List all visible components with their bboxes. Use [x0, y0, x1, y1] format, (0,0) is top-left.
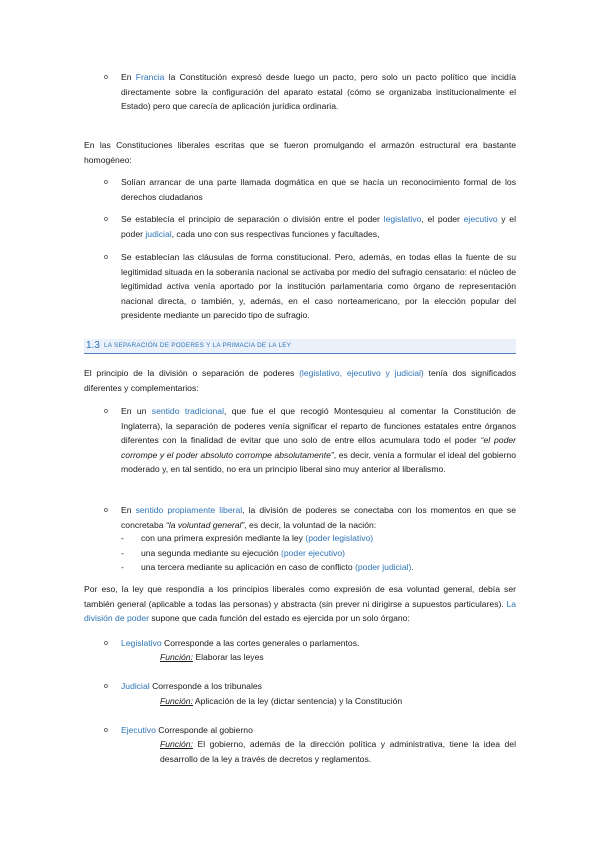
bullet-legislativo: Legislativo Corresponde a las cortes generales o parlamentos.: [121, 638, 360, 648]
funcion-legislativo: Función: Elaborar las leyes: [160, 652, 264, 662]
bullet-marker: o: [104, 74, 108, 81]
bullet-marker: o: [104, 216, 108, 223]
funcion-judicial: Función: Aplicación de la ley (dictar sentencia) y la Constitución: [160, 696, 403, 706]
dash-item-legislativo: con una primera expresión mediante la ley (poder legislativo): [141, 533, 374, 543]
bullet-marker: o: [104, 640, 108, 647]
dash-marker: -: [121, 533, 124, 543]
bullet-marker: o: [104, 727, 108, 734]
paragraph-constituciones: En las Constituciones liberales escritas que se fueron promulgando el armazón estructural era bastante homogéneo:: [84, 140, 516, 165]
bullet-marker: o: [104, 254, 108, 261]
bullet-sentido-liberal: En sentido propiamente liberal, la división de poderes se conectaba con los momentos en que se concretaba “la voluntad general”, es decir, la voluntad de la nación:: [121, 505, 517, 530]
bullet-judicial: Judicial Corresponde a los tribunales: [121, 681, 262, 691]
dash-item-judicial: una tercera mediante su aplicación en caso de conflicto (poder judicial).: [141, 562, 414, 572]
bullet-ejecutivo: Ejecutivo Corresponde al gobierno: [121, 725, 253, 735]
funcion-ejecutivo: Función: El gobierno, además de la dirección política y administrativa, tiene la idea del desarrollo de la ley a través de decretos y reglamentos.: [160, 739, 516, 764]
bullet-marker: o: [104, 179, 108, 186]
paragraph-principio: El principio de la división o separación de poderes (legislativo, ejecutivo y judicial) tenía dos significados diferentes y complementarios:: [84, 368, 516, 393]
bullet-marker: o: [104, 683, 108, 690]
section-heading: [84, 339, 516, 354]
bullet-marker: o: [104, 507, 108, 514]
dash-marker: -: [121, 562, 124, 572]
section-number: 1.3: [86, 340, 100, 351]
bullet-sentido-tradicional: En un sentido tradicional, que fue el que recogió Montesquieu al comentar la Constitución de Inglaterra), la separación de poderes venía significar el reparto de funciones estatales entre órganos diferentes con la finalidad de evitar que uno solo de entre ellos acumulara todo el poder “el poder corrompe y el poder absoluto corrompe absolutamente”, es decir, venía a formular el ideal del gobierno moderado y, en tal sentido, no era un principio liberal sino muy anterior al liberalismo.: [121, 406, 516, 475]
bullet-dogmatica: Solían arrancar de una parte llamada dogmática en que se hacía un reconocimiento formal de los derechos ciudadanos: [121, 177, 516, 202]
bullet-marker: o: [104, 408, 108, 415]
bullet-francia: En Francia la Constitución expresó desde luego un pacto, pero solo un pacto político que incidía directamente sobre la configuración del aparato estatal (cómo se organizaba institucionalmente el Estado) pero que carecía de aplicación jurídica ordinaria.: [121, 72, 516, 112]
bullet-separacion: Se establecía el principio de separación o división entre el poder legislativo, el poder ejecutivo y el poder judicial, cada uno con sus respectivas funciones y facultades,: [121, 214, 516, 239]
bullet-clausulas: Se establecían las cláusulas de forma constitucional. Pero, además, en todas ellas la fuente de su legitimidad situada en la soberanía nacional se activaba por medio del sufragio censatario: el núcleo de legitimidad activa venía aportado por la institución parlamentaria como órgano de representación nacional directa, o también, y, además, en el caso norteamericano, por la elección popular del presidente mediante un parecido tipo de sufragio.: [121, 252, 516, 321]
link-francia: Francia: [135, 72, 165, 82]
dash-marker: -: [121, 548, 124, 558]
section-title: LA SEPARACIÓN DE PODERES Y LA PRIMACIA DE LA LEY: [104, 342, 292, 349]
paragraph-por-eso: Por eso, la ley que respondía a los principios liberales como expresión de esa voluntad general, debía ser también general (aplicable a todas las personas) y abstracta (sin prever ni dirigirse a supuestos particulares). La división de poder supone que cada función del estado es ejercida por un solo órgano:: [84, 584, 516, 624]
dash-item-ejecutivo: una segunda mediante su ejecución (poder ejecutivo): [141, 548, 346, 558]
